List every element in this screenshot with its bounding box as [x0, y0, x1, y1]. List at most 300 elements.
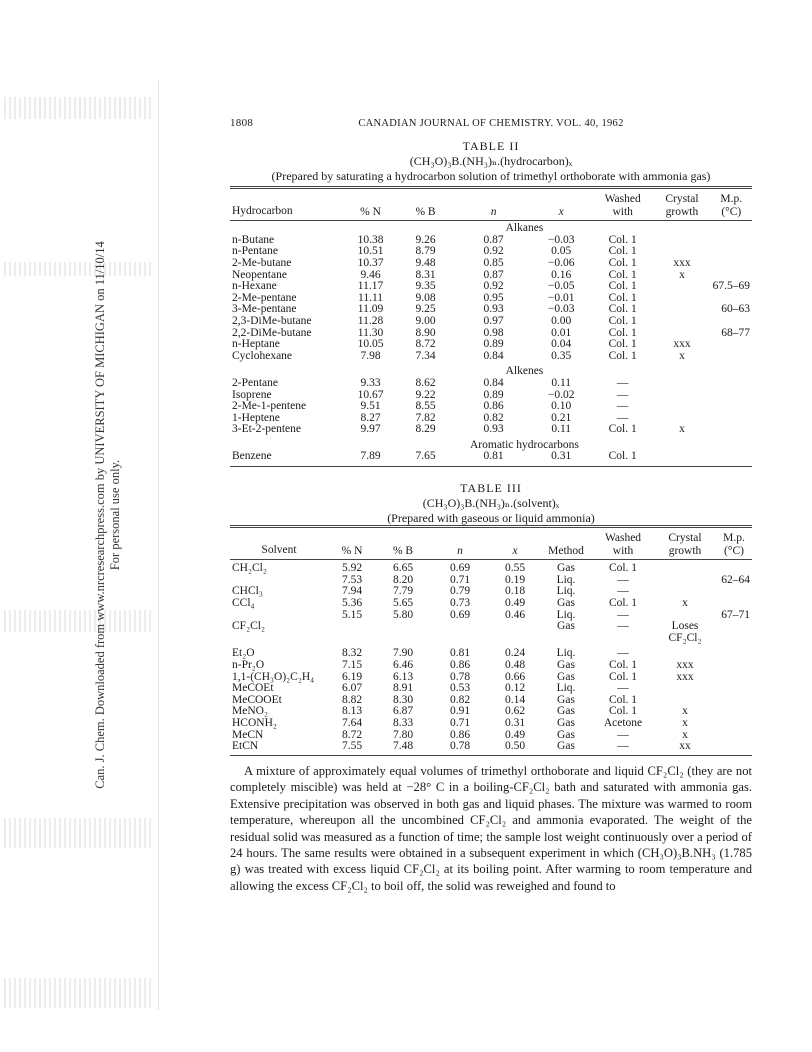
table-cell: 9.26 [415, 233, 436, 246]
table-cell: n-Pr₂O [232, 658, 265, 671]
table-cell: 6.19 [341, 670, 363, 683]
table-cell [711, 390, 752, 402]
watermark-line-2: For personal use only. [108, 459, 122, 571]
table-cell: Liq. [556, 573, 576, 586]
table-row [230, 586, 752, 598]
col-crystal-1: Crystal [668, 532, 702, 544]
table-cell: — [616, 376, 629, 389]
table-cell [716, 660, 752, 672]
table-cell: 0.00 [551, 314, 572, 327]
col-n: n [457, 545, 463, 558]
col-solvent: Solvent [261, 543, 297, 556]
group-label: Alkenes [505, 365, 544, 378]
table-cell [230, 633, 328, 645]
table-cell: 0.71 [449, 716, 471, 729]
table-3-body [230, 560, 752, 756]
table-cell: 8.30 [392, 693, 414, 706]
table-row [230, 706, 752, 718]
table-cell: 0.89 [483, 388, 504, 401]
table-cell: Gas [557, 596, 575, 609]
table-cell: EtCN [232, 740, 259, 753]
table-cell: — [617, 608, 629, 621]
table-cell [716, 560, 752, 575]
table-cell: 9.35 [415, 280, 436, 293]
table-cell: 0.31 [551, 450, 572, 463]
col-mp-2: (°C) [721, 206, 742, 219]
table-cell: 0.71 [449, 573, 471, 586]
table-cell: Col. 1 [608, 233, 637, 246]
table-cell [716, 644, 752, 660]
table-cell [716, 621, 752, 633]
table-row [230, 672, 752, 684]
table-cell [711, 339, 752, 351]
table-cell: — [616, 411, 629, 424]
table-cell: — [617, 585, 629, 598]
table-cell: 7.15 [341, 658, 363, 671]
table-row [230, 644, 752, 660]
table-cell: Benzene [232, 450, 272, 463]
col-x: x [512, 545, 518, 558]
table-cell: 8.72 [415, 338, 436, 351]
col-crystal-1: Crystal [665, 193, 699, 205]
table-cell [653, 281, 710, 293]
table-cell: 7.89 [360, 450, 381, 463]
table-cell: 0.95 [483, 291, 504, 304]
table-cell [716, 683, 752, 695]
col-x: x [558, 206, 564, 219]
table-row [230, 451, 752, 463]
table-cell: 10.67 [357, 388, 384, 401]
table-cell: 0.66 [504, 670, 526, 683]
table-cell: x [682, 596, 688, 609]
table-cell: 0.50 [504, 740, 526, 753]
table-cell: Liq. [556, 585, 576, 598]
table-cell: CF₂Cl₂ [232, 620, 265, 633]
table-cell [653, 378, 710, 390]
col-method: Method [548, 545, 584, 558]
table-cell: −0.02 [547, 388, 575, 401]
table-cell: x [679, 423, 685, 436]
table-cell: 0.82 [483, 411, 504, 424]
table-cell [654, 560, 716, 575]
table-cell: CF₂Cl₂ [668, 631, 702, 644]
col-mp-1: M.p. [723, 532, 745, 544]
table-cell: CHCl₃ [232, 585, 263, 598]
table-cell: n-Pentane [232, 245, 278, 258]
table-cell: 8.90 [415, 326, 436, 339]
table-cell [716, 695, 752, 707]
table-cell: x [679, 349, 685, 362]
table-cell [490, 621, 540, 633]
table-row [230, 741, 752, 753]
table-cell: −0.03 [547, 303, 575, 316]
table-cell: 0.81 [483, 450, 504, 463]
table-cell [716, 718, 752, 730]
table-row [230, 424, 752, 436]
table-cell: 5.15 [341, 608, 363, 621]
table-cell: Col. 1 [608, 338, 637, 351]
table-cell: 10.38 [357, 233, 384, 246]
table-3-title: TABLE III [460, 481, 522, 495]
table-cell: 0.49 [504, 596, 526, 609]
table-cell: 67.5–69 [712, 280, 750, 293]
table-cell: Gas [557, 562, 575, 575]
table-cell: 11.11 [358, 291, 384, 304]
table-row [230, 281, 752, 293]
table-cell [653, 304, 710, 316]
table-cell: Col. 1 [608, 245, 637, 258]
table-row [230, 660, 752, 672]
table-cell [653, 401, 710, 413]
table-cell: 0.62 [504, 705, 526, 718]
table-cell: n-Hexane [232, 280, 277, 293]
table-cell: xxx [673, 256, 691, 269]
table-cell: 0.89 [483, 338, 504, 351]
table-cell: 9.22 [415, 388, 436, 401]
table-2-body [230, 221, 752, 467]
table-cell: 10.51 [357, 245, 384, 258]
table-cell [653, 235, 710, 247]
table-cell: — [617, 620, 629, 633]
table-cell: 62–64 [721, 573, 750, 586]
table-cell [592, 633, 654, 645]
table-cell: 3-Et-2-pentene [232, 423, 301, 436]
table-cell: n-Heptane [232, 338, 280, 351]
table-cell: 2,2-DiMe-butane [232, 326, 312, 339]
margin-noise [4, 97, 154, 119]
table-cell: 2-Me-butane [232, 256, 292, 269]
body-paragraph [230, 763, 752, 894]
table-cell [653, 293, 710, 305]
table-cell [430, 621, 490, 633]
table-cell: 11.09 [357, 303, 384, 316]
table-cell: 5.65 [392, 596, 414, 609]
table-cell: 0.55 [504, 562, 526, 575]
table-cell: 9.33 [360, 376, 381, 389]
table-cell: 0.93 [483, 303, 504, 316]
table-cell: — [616, 400, 629, 413]
table-row [230, 351, 752, 363]
table-cell: xxx [676, 670, 694, 683]
table-group-heading [230, 436, 752, 452]
table-cell [653, 316, 710, 328]
table-cell: Gas [557, 670, 575, 683]
table-cell: 6.13 [392, 670, 414, 683]
table-cell: 0.69 [449, 562, 471, 575]
table-cell: 6.65 [392, 562, 414, 575]
download-watermark [93, 15, 123, 1015]
table-cell: Col. 1 [608, 314, 637, 327]
table-cell: 7.90 [392, 647, 414, 660]
table-cell: 0.84 [483, 376, 504, 389]
table-row [230, 683, 752, 695]
table-2-title: TABLE II [462, 139, 520, 153]
table-cell: 0.21 [551, 411, 572, 424]
table-cell: 0.04 [551, 338, 572, 351]
table-3-subtitle: (Prepared with gaseous or liquid ammonia) [387, 511, 595, 525]
table-cell: 8.13 [341, 705, 363, 718]
col-crystal-2: growth [668, 545, 702, 558]
table-cell: 9.00 [415, 314, 436, 327]
table-cell: 8.33 [392, 716, 414, 729]
table-cell [490, 633, 540, 645]
margin-noise [4, 978, 154, 1008]
table-cell: −0.03 [547, 233, 575, 246]
table-cell [716, 672, 752, 684]
col-n: n [490, 206, 497, 219]
group-label: Aromatic hydrocarbons [469, 438, 579, 451]
table-cell: 0.12 [504, 682, 526, 695]
table-row [230, 378, 752, 390]
col-washed-2: with [612, 206, 633, 219]
table-3-caption [230, 481, 752, 526]
margin-noise [4, 818, 154, 848]
table-cell: 8.29 [415, 423, 436, 436]
margin-noise [4, 610, 154, 632]
table-cell: MeNO₂ [232, 705, 268, 718]
table-cell [716, 730, 752, 742]
table-cell [540, 633, 592, 645]
table-cell [376, 621, 430, 633]
table-cell: 0.79 [449, 585, 471, 598]
table-cell: 8.62 [415, 376, 436, 389]
table-cell: n-Butane [232, 233, 275, 246]
table-cell [653, 390, 710, 402]
table-cell: 5.80 [392, 608, 414, 621]
table-cell: 7.48 [392, 740, 414, 753]
table-cell: 9.46 [360, 268, 381, 281]
col-percent-n: % N [360, 206, 381, 219]
table-cell: Cyclohexane [232, 349, 293, 362]
table-cell: 7.34 [415, 349, 436, 362]
table-cell: 68–77 [721, 326, 750, 339]
table-cell: CCl₄ [232, 596, 255, 609]
table-cell: x [682, 728, 688, 741]
col-crystal-2: growth [665, 206, 699, 219]
table-cell: 10.05 [357, 338, 384, 351]
table-cell: Liq. [556, 608, 576, 621]
table-cell [654, 644, 716, 660]
table-cell: 8.82 [341, 693, 363, 706]
col-percent-b: % B [415, 206, 436, 219]
table-cell: Col. 1 [608, 291, 637, 304]
table-cell: 1-Heptene [232, 411, 280, 424]
table-cell: −0.05 [547, 280, 575, 293]
running-title: CANADIAN JOURNAL OF CHEMISTRY. VOL. 40, 1962 [358, 118, 624, 129]
table-cell: Liq. [556, 682, 576, 695]
table-cell: Acetone [603, 716, 643, 729]
table-row [230, 401, 752, 413]
table-cell: xxx [673, 338, 691, 351]
table-2-formula: (CH₃O)₃B.(NH₃)ₙ.(hydrocarbon)ₓ [409, 154, 573, 168]
col-percent-b: % B [392, 545, 414, 558]
table-cell: 0.81 [449, 647, 471, 660]
table-group-heading [230, 221, 752, 235]
table-cell: 0.92 [483, 280, 504, 293]
margin-noise [4, 262, 154, 276]
table-cell: xxx [676, 658, 694, 671]
table-cell: — [617, 682, 629, 695]
table-cell: 9.48 [415, 256, 436, 269]
table-cell: MeCN [232, 728, 264, 741]
table-cell: 8.91 [392, 682, 414, 695]
table-row [230, 598, 752, 610]
table-cell: 0.86 [449, 658, 471, 671]
table-row [230, 730, 752, 742]
table-cell: HCONH₂ [232, 716, 277, 729]
table-cell: 0.24 [504, 647, 526, 660]
table-cell: 2-Me-pentane [232, 291, 297, 304]
table-cell: 9.51 [360, 400, 381, 413]
table-cell: 0.11 [551, 376, 572, 389]
table-cell [716, 706, 752, 718]
table-cell: MeCOEt [232, 682, 274, 695]
table-cell: 0.69 [449, 608, 471, 621]
table-cell: 60–63 [721, 303, 750, 316]
table-cell: 7.53 [341, 573, 363, 586]
table-cell: 11.30 [357, 326, 384, 339]
margin-rule [158, 80, 159, 1010]
table-3 [230, 525, 752, 756]
table-cell: xx [679, 740, 691, 753]
table-cell: Et₂O [232, 647, 255, 660]
table-cell: 1,1-(CH₃O)₂C₂H₄ [232, 670, 315, 683]
table-cell: 0.10 [551, 400, 572, 413]
table-cell [711, 378, 752, 390]
table-cell: 10.37 [357, 256, 384, 269]
paragraph-text: A mixture of approximately equal volumes of trimethyl orthoborate and liquid CF₂Cl₂ (they are not completely miscible) was held at −28° C in a boiling-CF₂Cl₂ bath and saturated with ammonia gas. Extensive precipitation was observed in both gas and liquid phases. The mixture was warmed to room temperature, whereupon all the uncombined CF₂Cl₂ and ammonia evaporated. The weight of the residual solid was measured as a function of time; the sample lost weight continuously over a period of 24 hours. The same results were obtained in a subsequent experiment in which (CH₃O)₃B.NH₃ (1.785 g) was treated with excess liquid CF₂Cl₂ at its boiling point. After warming to room temperature and allowing the excess CF₂Cl₂ to boil off, the solid was reweighed and found to [230, 764, 752, 893]
table-cell: 0.73 [449, 596, 471, 609]
table-cell: −0.01 [547, 291, 575, 304]
table-cell: 0.78 [449, 670, 471, 683]
table-cell: — [616, 388, 629, 401]
table-2 [230, 186, 752, 467]
table-cell: x [682, 705, 688, 718]
table-cell: 11.17 [357, 280, 384, 293]
table-cell: 8.31 [415, 268, 436, 281]
table-row [230, 621, 752, 633]
table-cell: 7.55 [341, 740, 363, 753]
table-cell: 8.32 [341, 647, 363, 660]
table-cell: 0.78 [449, 740, 471, 753]
table-cell: 9.25 [415, 303, 436, 316]
table-cell: Col. 1 [608, 562, 638, 575]
table-cell: — [617, 573, 629, 586]
table-cell [711, 424, 752, 436]
table-cell: Col. 1 [608, 256, 637, 269]
table-cell: Col. 1 [608, 596, 638, 609]
table-cell: — [617, 740, 629, 753]
table-cell [716, 633, 752, 645]
table-row [230, 339, 752, 351]
col-washed-1: Washed [604, 193, 641, 205]
table-cell [376, 633, 430, 645]
table-cell: Col. 1 [608, 280, 637, 293]
table-cell: 8.72 [341, 728, 363, 741]
table-cell: Isoprene [232, 388, 272, 401]
table-cell: Gas [557, 716, 575, 729]
table-cell: 2-Pentane [232, 376, 278, 389]
table-cell [711, 401, 752, 413]
table-cell: 0.16 [551, 268, 572, 281]
table-cell: 0.49 [504, 728, 526, 741]
table-cell: 5.36 [341, 596, 363, 609]
table-cell: 67–71 [721, 608, 750, 621]
table-cell: 0.46 [504, 608, 526, 621]
table-cell: Gas [557, 740, 575, 753]
table-cell: 0.93 [483, 423, 504, 436]
table-cell: 0.18 [504, 585, 526, 598]
table-2-caption [230, 139, 752, 184]
table-cell: 6.87 [392, 705, 414, 718]
table-cell: Col. 1 [608, 326, 637, 339]
table-cell [716, 586, 752, 598]
table-cell: Gas [557, 705, 575, 718]
table-cell: Liq. [556, 647, 576, 660]
table-cell: 0.91 [449, 705, 471, 718]
table-cell: 0.48 [504, 658, 526, 671]
table-cell: 3-Me-pentane [232, 303, 297, 316]
table-cell: 0.11 [551, 423, 572, 436]
table-cell: 8.27 [360, 411, 381, 424]
table-cell: Col. 1 [608, 705, 638, 718]
table-cell: Gas [557, 658, 575, 671]
col-hydrocarbon: Hydrocarbon [232, 204, 293, 217]
table-row [230, 633, 752, 645]
table-cell: Col. 1 [608, 450, 637, 463]
table-cell: 6.07 [341, 682, 363, 695]
table-cell: 0.05 [551, 245, 572, 258]
table-cell [654, 683, 716, 695]
table-3-formula: (CH₃O)₃B.(NH₃)ₙ.(solvent)ₓ [422, 496, 560, 510]
table-cell: 0.87 [483, 268, 504, 281]
table-cell: 0.92 [483, 245, 504, 258]
table-cell: x [679, 268, 685, 281]
table-group-heading [230, 362, 752, 378]
table-cell: 0.84 [483, 349, 504, 362]
group-label: Alkanes [505, 222, 544, 235]
table-cell: 0.86 [483, 400, 504, 413]
table-cell [653, 451, 710, 463]
table-cell: CH₂Cl₂ [232, 562, 267, 575]
table-cell: 7.82 [415, 411, 436, 424]
table-row [230, 718, 752, 730]
table-cell: 5.92 [341, 562, 363, 575]
table-cell: 2,3-DiMe-butane [232, 314, 312, 327]
table-cell: 0.19 [504, 573, 526, 586]
table-cell: 7.98 [360, 349, 381, 362]
table-cell: 0.53 [449, 682, 471, 695]
table-cell: Gas [557, 693, 575, 706]
table-cell: 0.01 [551, 326, 572, 339]
table-cell: −0.06 [547, 256, 575, 269]
table-cell: — [617, 728, 629, 741]
table-cell: 9.97 [360, 423, 381, 436]
table-cell: 11.28 [357, 314, 384, 327]
table-cell: 2-Me-1-pentene [232, 400, 307, 413]
col-washed-2: with [612, 545, 634, 558]
table-cell [711, 351, 752, 363]
table-row [230, 316, 752, 328]
table-cell [711, 258, 752, 270]
table-cell: 8.20 [392, 573, 414, 586]
table-cell: 0.82 [449, 693, 471, 706]
col-mp-1: M.p. [720, 193, 743, 205]
table-cell: Col. 1 [608, 423, 637, 436]
table-cell [711, 235, 752, 247]
table-cell: x [682, 716, 688, 729]
table-cell: Col. 1 [608, 693, 638, 706]
